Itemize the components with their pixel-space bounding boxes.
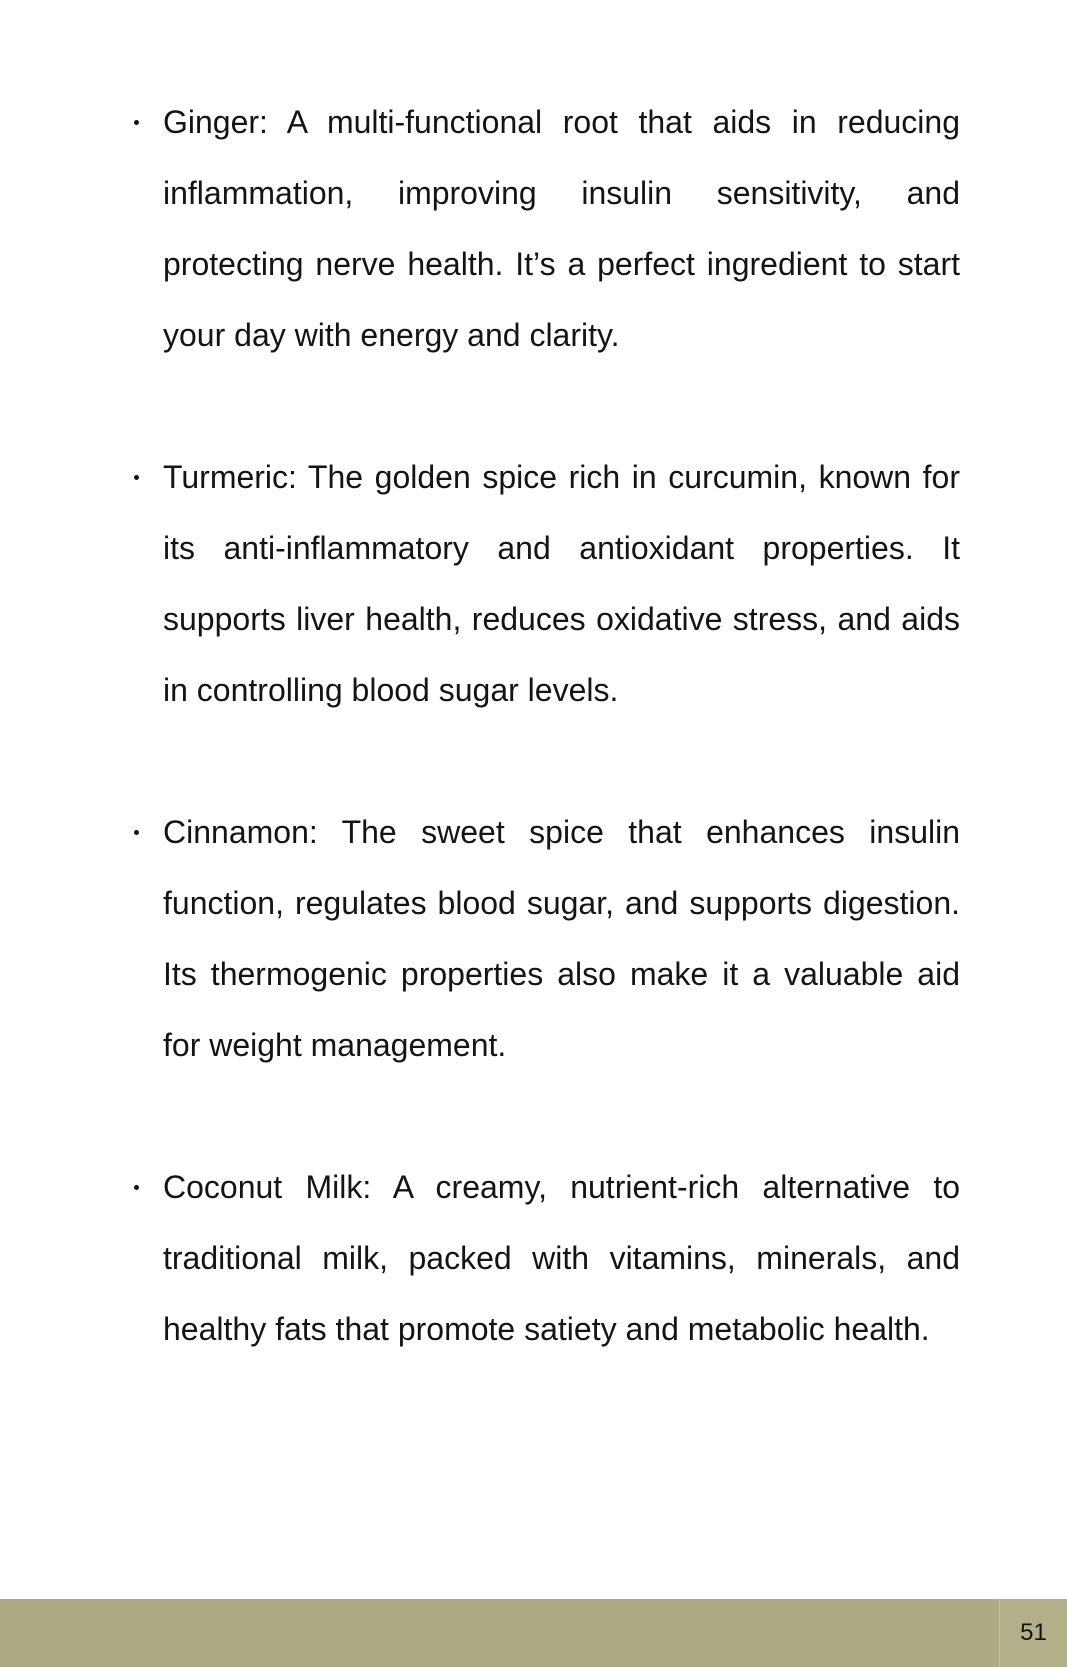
- bullet-icon: [134, 830, 139, 835]
- list-item-text: Coconut Milk: A creamy, nutrient-rich alternative to traditional milk, packed with vitamins, minerals, and healthy fats that promote satiety and metabolic health.: [163, 1169, 960, 1347]
- bullet-icon: [134, 475, 139, 480]
- list-item: [130, 442, 960, 726]
- list-item: [130, 1152, 960, 1365]
- bullet-icon: [134, 1185, 139, 1190]
- list-item: [130, 797, 960, 1081]
- list-item: [130, 87, 960, 371]
- page-footer: [0, 1599, 1067, 1667]
- list-item-text: Cinnamon: The sweet spice that enhances insulin function, regulates blood sugar, and supports digestion. Its thermogenic properties also make it a valuable aid for weight management.: [163, 814, 960, 1063]
- bullet-icon: [134, 120, 139, 125]
- ingredient-list: [130, 87, 960, 1436]
- list-item-text: Turmeric: The golden spice rich in curcumin, known for its anti-inflammatory and antioxidant properties. It supports liver health, reduces oxidative stress, and aids in controlling blood sugar levels.: [163, 459, 960, 708]
- list-item-text: Ginger: A multi-functional root that aids in reducing inflammation, improving insulin sensitivity, and protecting nerve health. It’s a perfect ingredient to start your day with energy and clarity.: [163, 104, 960, 353]
- page-number: 51: [999, 1599, 1067, 1667]
